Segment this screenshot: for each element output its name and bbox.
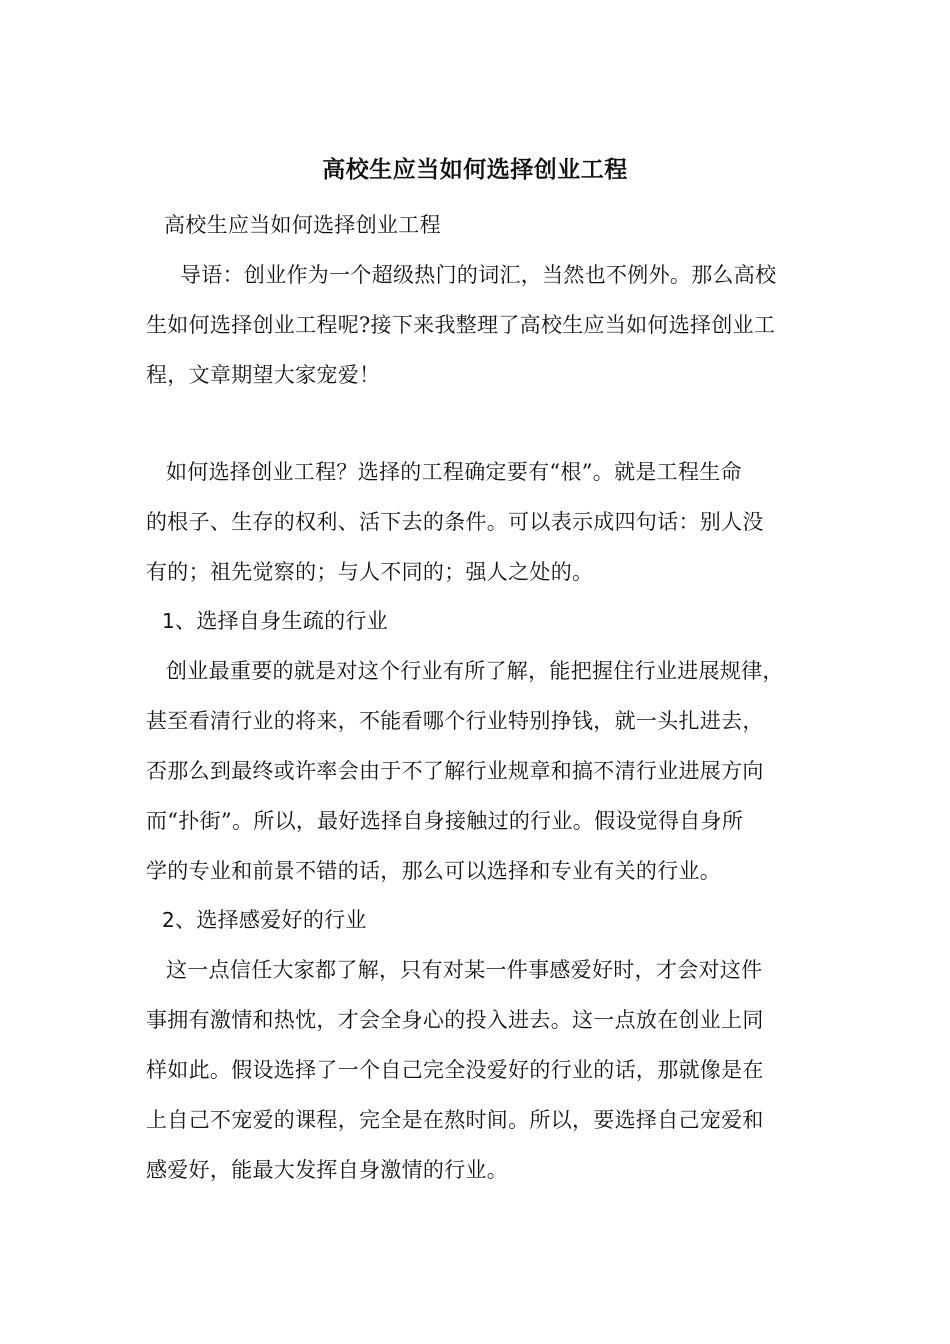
paragraph-line: 的根子、生存的权利、活下去的条件。可以表示成四句话：别人没 — [146, 510, 764, 534]
paragraph-line: 有的；祖先觉察的；与人不同的；强人之处的。 — [146, 560, 594, 584]
paragraph-line: 如何选择创业工程？选择的工程确定要有“根”。就是工程生命 — [166, 460, 742, 484]
paragraph-line: 事拥有激情和热忱，才会全身心的投入进去。这一点放在创业上同 — [146, 1008, 764, 1032]
document-title: 高校生应当如何选择创业工程 — [322, 156, 628, 183]
section-heading — [162, 604, 388, 638]
intro-line: 程，文章期望大家宠爱！ — [146, 363, 381, 387]
paragraph-line: 样如此。假设选择了一个自己完全没爱好的行业的话，那就像是在 — [146, 1058, 764, 1082]
section-number: 2 — [162, 908, 176, 932]
paragraph-line: 而“扑街”。所以，最好选择自身接触过的行业。假设觉得自身所 — [146, 809, 744, 833]
paragraph-line: 这一点信任大家都了解，只有对某一件事感爱好时，才会对这件 — [166, 958, 763, 982]
paragraph-line: 甚至看清行业的将来，不能看哪个行业特别挣钱，就一头扎进去， — [146, 709, 764, 733]
paragraph-line: 感爱好，能最大发挥自身激情的行业。 — [146, 1158, 509, 1182]
section-heading — [162, 903, 367, 937]
paragraph-line: 否那么到最终或许率会由于不了解行业规章和搞不清行业进展方向 — [146, 759, 764, 783]
paragraph-line: 学的专业和前景不错的话，那么可以选择和专业有关的行业。 — [146, 859, 722, 883]
intro-line: 生如何选择创业工程呢?接下来我整理了高校生应当如何选择创业工 — [146, 313, 776, 337]
paragraph-line: 创业最重要的就是对这个行业有所了解，能把握住行业进展规律， — [166, 659, 784, 683]
document-subtitle: 高校生应当如何选择创业工程 — [164, 213, 441, 237]
intro-line: 导语：创业作为一个超级热门的词汇，当然也不例外。那么高校 — [180, 263, 777, 287]
section-heading-text: 、选择自身生疏的行业 — [175, 609, 389, 633]
paragraph-line: 上自己不宠爱的课程，完全是在熬时间。所以，要选择自己宠爱和 — [146, 1108, 764, 1132]
section-heading-text: 、选择感爱好的行业 — [175, 908, 367, 932]
section-number: 1 — [162, 609, 176, 633]
